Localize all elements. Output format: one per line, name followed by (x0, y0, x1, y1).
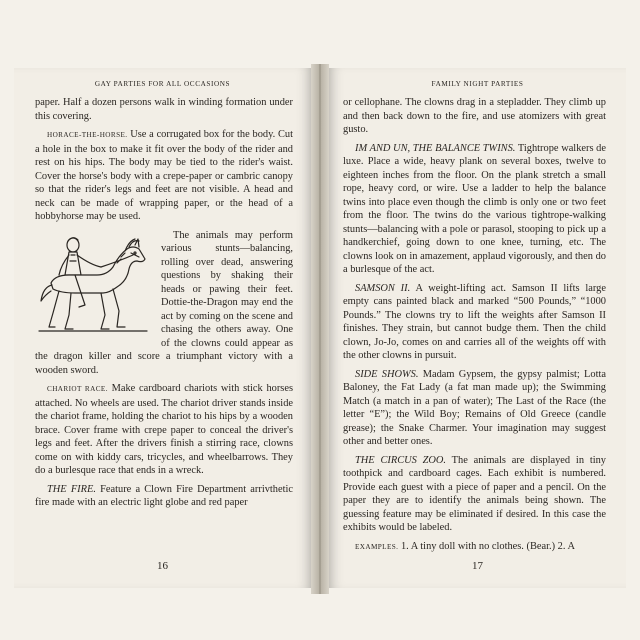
section-body: Madam Gypsem, the gypsy palmist; Lotta Baloney, the Fat Lady (a fat man made up); the Swimming Match (a match in a pan of water); The Last of the Race (the letter “E”); the Wild Boy; Remains of Old Greece (candle grease); the Snake Charmer. Your imagination may suggest other and better ones. (343, 368, 606, 447)
section-heading: EXAMPLES. (355, 542, 399, 551)
paragraph (343, 540, 606, 555)
book-gutter (311, 64, 329, 594)
page-number-left: 16 (157, 560, 168, 572)
right-page (329, 68, 626, 588)
paragraph (35, 128, 293, 224)
section-body: Tightrope walkers de luxe. Place a wide, heavy plank on several boxes, twelve to eighteen inches from the floor. On the plank stretch a small rope, heavy cord, or wire. Use a ladder to help the balance twins into place even though the climb is only one or two feet from the floor. The twins do the various tightrope-walking stunts—balancing with a pole or parasol, stooping to pick up a handkerchief, going down to one knee, turning, etc. The clowns look on in amazement, applaud vigorously, and then do a burlesque of the act. (343, 142, 606, 275)
horse-illustration-icon (35, 231, 155, 339)
section-heading: IM AND UN, THE BALANCE TWINS. (355, 142, 516, 154)
section-body: Use a corrugated box for the body. Cut a hole in the box to make it fit over the body of the rider and rest on his hips. The body may be tied to the rider's waist. Cover the horse's body with a crepe-paper or cambric canopy so that the rider's legs and feet are not visible. A head and neck can be made of wrapping paper, or the head of a hobbyhorse may be used. (35, 129, 293, 222)
section-body: The animals are displayed in tiny toothpick and cardboard cages. Each exhibit is numbered. Provide each guest with a piece of paper and a pencil. On the paper they are to identify the animals being shown. The guessing feature may be eliminated if desired. In this case the exhibits would be labeled. (343, 454, 606, 533)
paragraph: paper. Half a dozen persons walk in winding formation under this covering. (35, 97, 293, 122)
section-heading: CHARIOT RACE. (47, 385, 108, 393)
running-head-right: FAMILY NIGHT PARTIES (431, 80, 524, 88)
paragraph: or cellophane. The clowns drag in a stepladder. They climb up and then back down to the fire, and use atomizers with great gusto. (343, 97, 606, 135)
left-page (14, 68, 311, 588)
section-body: Feature a Clown Fire Department arrivthetic fire made with an electric light globe and red paper (35, 483, 293, 508)
paragraph (343, 282, 606, 363)
section-heading: THE FIRE. (47, 483, 96, 495)
section-body: 1. A tiny doll with no clothes. (Bear.) 2. A (400, 540, 575, 552)
running-head-left: GAY PARTIES FOR ALL OCCASIONS (94, 80, 231, 88)
section-body: A weight-lifting act. Samson II lifts large empty cans painted black and marked “500 Pounds,” “1000 Pounds.” The clowns try to lift the weights after Samson II finishes. They strain, but cannot budge them. Then the child clown, Jo-Jo, comes on and carries all of the weights off with the other clowns in pursuit. (343, 282, 606, 361)
paragraph (35, 483, 293, 510)
paragraph: The animals may perform various stunts—balancing, rolling over dead, answering questions by shaking their heads or pawing their feet. Dottie-the-Dragon may end the act by coming on the scene and chasing the others away. One of the clowns could appear as the dragon killer and score a triumphant victory with a wooden sword. (35, 229, 293, 376)
page-number-right: 17 (472, 560, 483, 572)
section-heading: THE CIRCUS ZOO. (355, 454, 447, 466)
section-body: Make cardboard chariots with stick horses attached. No wheels are used. The chariot driver stands inside the chariot frame, holding the chariot to his hips by a wooden brace. Cover frame with crepe paper to conceal the driver's legs and feet. After the drivers finish a stirring race, clowns come on with kiddy cars, tricycles, and wheelbarrows. They do a burlesque race that ends in a wreck. (35, 383, 293, 476)
section-heading: HORACE-THE-HORSE. (47, 131, 128, 139)
right-page-text (343, 96, 606, 559)
paragraph (343, 142, 606, 277)
paragraph (343, 454, 606, 535)
paragraph (35, 382, 293, 478)
left-page-text (35, 96, 293, 515)
section-heading: SIDE SHOWS. (355, 368, 419, 380)
section-heading: SAMSON II. (355, 282, 411, 294)
paragraph (343, 368, 606, 449)
horse-rider-illustration (35, 231, 155, 339)
